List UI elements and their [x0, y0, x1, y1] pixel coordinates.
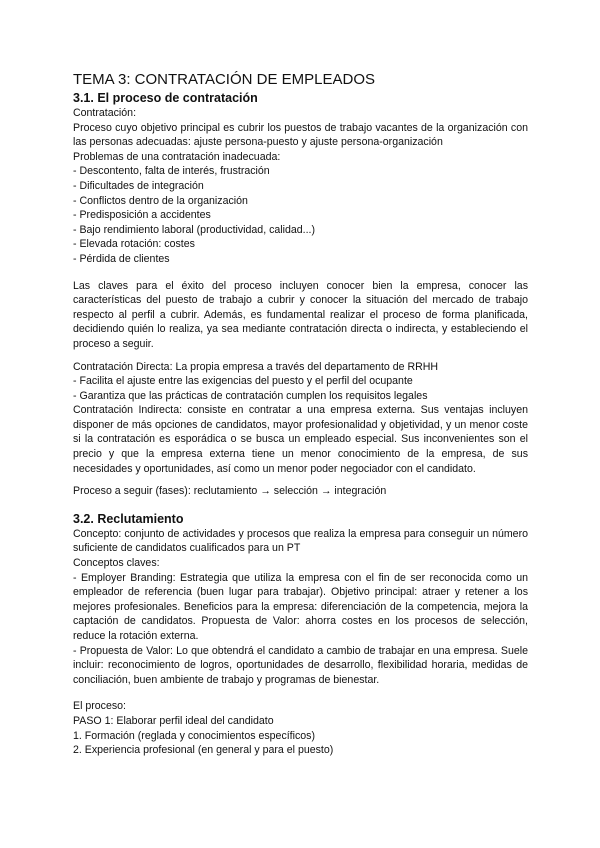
- list-item: - Elevada rotación: costes: [73, 238, 195, 251]
- process-title: El proceso:: [73, 700, 126, 713]
- list-item: - Bajo rendimiento laboral (productividad, calidad...): [73, 223, 316, 236]
- document-title: TEMA 3: CONTRATACIÓN DE EMPLEADOS: [73, 71, 375, 88]
- problems-list: [73, 164, 528, 266]
- document-page: [73, 70, 528, 758]
- phases-line: Proceso a seguir (fases): reclutamiento → selección → integración: [73, 485, 387, 498]
- value-proposition-paragraph: - Propuesta de Valor: Lo que obtendrá el candidato a cambio de trabajar en una empresa. Suele incluir: reconocimiento de logros, oportunidades de desarrollo, flexibilidad horaria, medidas de conciliación, buen ambiente de trabajo y programas de bienestar.: [73, 644, 528, 686]
- list-item: - Descontento, falta de interés, frustración: [73, 165, 270, 178]
- process-line: 2. Experiencia profesional (en general y para el puesto): [73, 744, 334, 757]
- list-item: - Pérdida de clientes: [73, 252, 170, 265]
- keys-paragraph: Las claves para el éxito del proceso incluyen conocer bien la empresa, conocer las características del puesto de trabajo a cubrir y conocer la situación del mercado de trabajo respecto al perfil a cubrir. Además, es fundamental realizar el proceso de forma planificada, decidiendo quién lo realiza, ya sea mediante contratación directa o indirecta, y estableciendo el proceso a seguir.: [73, 279, 528, 350]
- definition-paragraph: Proceso cuyo objetivo principal es cubrir los puestos de trabajo vacantes de la organización con las personas adecuadas: ajuste persona-puesto y ajuste persona-organización: [73, 121, 528, 149]
- list-item: - Predisposición a accidentes: [73, 209, 211, 222]
- process-line: 1. Formación (reglada y conocimientos específicos): [73, 729, 315, 742]
- label-contratacion: Contratación:: [73, 107, 137, 119]
- employer-branding-paragraph: - Employer Branding: Estrategia que utiliza la empresa con el fin de ser reconocida como un empleador de referencia (buen lugar para trabajar). Objetivo principal: atraer y retener a los mejores profesionales. Beneficios para la empresa: diferenciación de la competencia, mejora la captación de candidatos. Propuesta de Valor: ahorra costes en los procesos de selección, reduce la rotación externa.: [73, 571, 528, 642]
- list-item: - Dificultades de integración: [73, 179, 204, 192]
- section-heading-reclutamiento: 3.2. Reclutamiento: [73, 511, 184, 526]
- list-item: - Garantiza que las prácticas de contratación cumplen los requisitos legales: [73, 389, 428, 402]
- list-item: - Facilita el ajuste entre las exigencias del puesto y el perfil del ocupante: [73, 375, 413, 388]
- process-line: PASO 1: Elaborar perfil ideal del candidato: [73, 714, 274, 727]
- section-heading-contratacion: 3.1. El proceso de contratación: [73, 91, 258, 105]
- indirect-paragraph: Contratación Indirecta: consiste en contratar a una empresa externa. Sus ventajas incluyen disponer de más opciones de candidatos, mayor profesionalidad y objetividad, y un menor coste si la contratación es esporádica o se busca un empleado especial. Sus inconvenientes son el precio y que la empresa externa tiene un menor conocimiento de la empresa, de sus necesidades y oportunidades, así como un menor poder negociador con el candidato.: [73, 404, 528, 475]
- concept-paragraph: Concepto: conjunto de actividades y procesos que realiza la empresa para conseguir un número suficiente de candidatos cualificados para un PT: [73, 527, 528, 555]
- problems-title: Problemas de una contratación inadecuada:: [73, 150, 281, 163]
- key-concepts-title: Conceptos claves:: [73, 557, 160, 570]
- list-item: - Conflictos dentro de la organización: [73, 194, 248, 207]
- direct-title: Contratación Directa: La propia empresa a través del departamento de RRHH: [73, 360, 439, 373]
